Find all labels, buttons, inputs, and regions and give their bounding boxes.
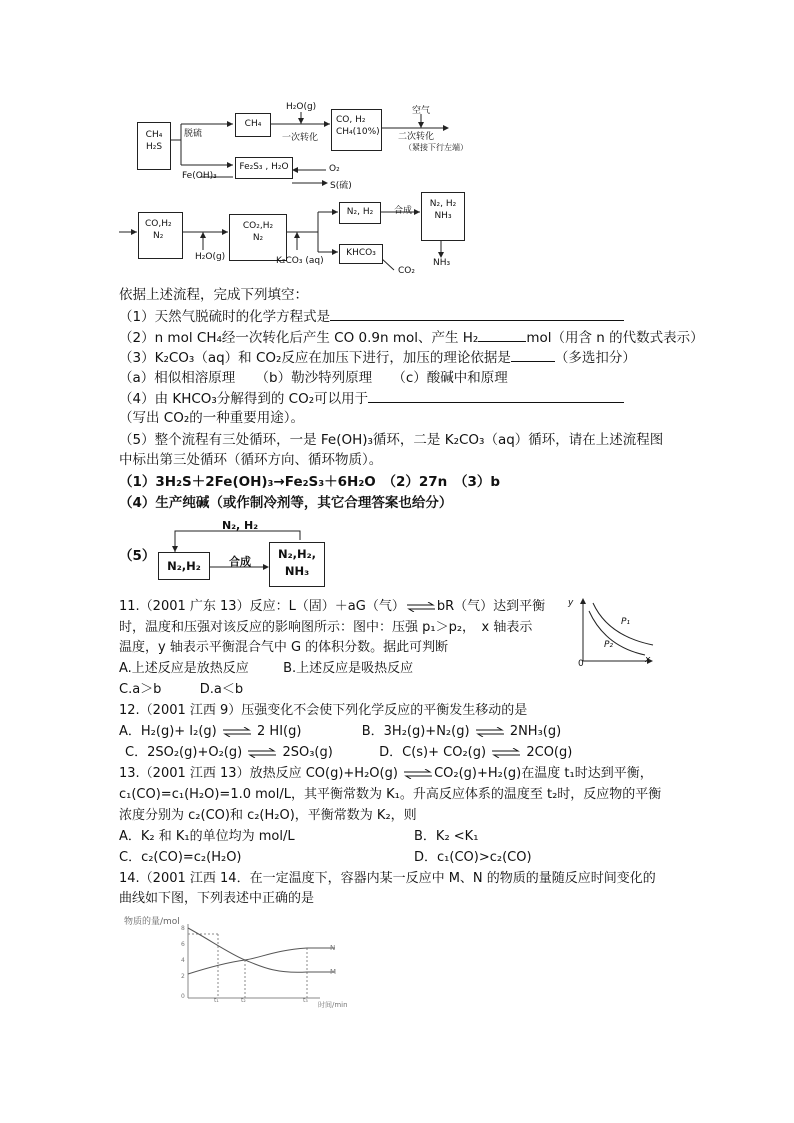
box-co-h2-n2-line2: N₂	[153, 231, 164, 241]
label-continue-note: （紧接下行左端）	[404, 143, 468, 152]
q13-text-a: 13.（2001 江西 13）放热反应 CO(g)+H₂O(g)	[119, 766, 398, 781]
label-synthesis: 合成	[394, 206, 413, 216]
answer-4: （4）生产纯碱（或作制冷剂等，其它合理答案也给分）	[119, 495, 453, 511]
q13-text-b: c₁(CO)=c₁(H₂O)=1.0 mol/L，其平衡常数为 K₁。升高反应体系的温度至 t₂时，反应物的平衡	[119, 787, 662, 802]
q12-option-c: C．2SO₂(g)+O₂(g)	[125, 745, 243, 760]
q14-text-b: 曲线如下图，下列表述中正确的是	[119, 891, 315, 906]
q1-blank	[330, 306, 624, 321]
box-feed-h2s: H₂S	[145, 142, 163, 152]
label-feoh3: Fe(OH)₃	[182, 171, 217, 181]
q12-text: 12.（2001 江西 9）压强变化不会使下列化学反应的平衡发生移动的是	[119, 703, 528, 718]
q14-graph-y-label: 物质的量/mol	[124, 917, 180, 927]
q11-text-a: 11.（2001 广东 13）反应：L（固）＋aG（气）	[119, 599, 405, 614]
q14-ytick-6: 6	[181, 941, 185, 948]
q11-option-d: D.a＜b	[199, 682, 244, 697]
box-co-h2-n2	[138, 212, 183, 259]
label-co2: CO₂	[398, 266, 415, 276]
q14-xtick-t1: t₁	[214, 997, 219, 1004]
q5-text-b: 中标出第三处循环（循环方向、循环物质）。	[119, 452, 383, 468]
q2-line	[119, 327, 704, 348]
box-n2-h2-nh3-line1: N₂, H₂	[429, 199, 457, 209]
q11-line-a	[119, 597, 545, 617]
equilibrium-arrow-icon	[402, 769, 434, 779]
q11-options-cd	[119, 680, 243, 700]
equilibrium-arrow-icon	[221, 727, 253, 737]
q12-option-d: D．C(s)+ CO₂(g)	[379, 745, 487, 760]
q14-ytick-4: 4	[181, 957, 185, 964]
q11-graph-p1: P₁	[621, 617, 631, 627]
label-sulfur: S(硫)	[330, 181, 352, 191]
q13-text-c: 浓度分别为 c₂(CO)和 c₂(H₂O)，平衡常数为 K₂，则	[119, 808, 417, 823]
label-nh3-output: NH₃	[433, 258, 451, 268]
answer-5-right-line1: N₂,H₂,	[277, 547, 317, 561]
q11-option-b: B.上述反应是吸热反应	[283, 661, 414, 676]
box-co-h2-n2-line1: CO,H₂	[145, 219, 172, 229]
box-n2-h2: N₂, H₂	[339, 202, 381, 224]
q11-text-b: 时，温度和压强对该反应的影响图所示：图中：压强 p₁＞p₂， x 轴表示	[119, 620, 533, 635]
answer-5-right-box	[269, 542, 325, 587]
q14-line-n-label: N	[330, 944, 336, 952]
q2-blank	[478, 327, 526, 342]
box-co-h2-line1: CO, H₂	[336, 115, 366, 125]
q3-text-a: （3）K₂CO₃（aq）和 CO₂反应在加压下进行，加压的理论依据是	[119, 350, 511, 366]
q11-graph-x-label: x	[645, 655, 651, 665]
answer-5-synthesis-label: 合成	[229, 555, 251, 568]
q11-options-ab	[119, 659, 413, 679]
q4-text-b: （写出 CO₂的一种重要用途）。	[119, 410, 305, 426]
answer-5-label: （5）	[119, 548, 156, 564]
answer-5-left-box: N₂,H₂	[158, 552, 210, 580]
box-co2-h2-n2	[229, 214, 287, 261]
box-khco3: KHCO₃	[339, 244, 383, 264]
q14-ytick-8: 8	[181, 925, 185, 932]
q11-text-a2: bR（气）达到平衡	[436, 599, 546, 614]
equilibrium-arrow-icon	[246, 748, 278, 758]
q13-option-d: D．c₁(CO)>c₂(CO)	[414, 850, 532, 865]
q13-text-a2: CO₂(g)+H₂(g)在温度 t₁时达到平衡，	[434, 766, 653, 781]
q1-line	[119, 306, 624, 327]
q13-option-a: A．K₂ 和 K₁的单位均为 mol/L	[119, 829, 295, 844]
q3-options: （a）相似相溶原理 （b）勒沙特列原理 （c）酸碱中和原理	[119, 370, 508, 386]
q12-options-ab	[119, 722, 561, 742]
q1-text: （1）天然气脱硫时的化学方程式是	[119, 309, 331, 325]
q5-text-a: （5）整个流程有三处循环，一是 Fe(OH)₃循环，二是 K₂CO₃（aq）循环，请在上述流程图	[119, 432, 664, 448]
answer-5-right-line2: NH₃	[284, 564, 310, 578]
q14-graph-x-label: 时间/min	[318, 1001, 348, 1009]
q14-ytick-0: 0	[181, 993, 185, 1000]
q12-option-b-product: 2NH₃(g)	[509, 724, 562, 739]
q13-line-a	[119, 764, 653, 784]
answer-5-recycle-label: N₂, H₂	[222, 519, 259, 532]
q13-option-c: C．c₂(CO)=c₂(H₂O)	[119, 850, 242, 865]
q3-text-b: （多选扣分）	[554, 350, 636, 366]
label-secondary-conversion: 二次转化	[398, 132, 435, 142]
label-primary-conversion: 一次转化	[282, 133, 319, 143]
q14-text-a: 14.（2001 江西 14．在一定温度下，容器内某一反应中 M、N 的物质的量随反应时间变化的	[119, 871, 656, 886]
q11-option-c: C.a＞b	[119, 682, 162, 697]
q4-blank	[368, 388, 624, 403]
q4-text: （4）由 KHCO₃分解得到的 CO₂可以用于	[119, 391, 369, 407]
box-ch4: CH₄	[235, 113, 271, 137]
box-co-h2-line2: CH₄(10%)	[336, 127, 380, 137]
q2-text-a: （2）n mol CH₄经一次转化后产生 CO 0.9n mol、产生 H₂	[119, 330, 479, 346]
q14-xtick-t2: t₂	[241, 997, 246, 1004]
q14-line-m-label: M	[330, 968, 337, 976]
q12-option-d-product: 2CO(g)	[526, 745, 573, 760]
label-o2: O₂	[329, 164, 340, 174]
answer-1-3: （1）3H₂S＋2Fe(OH)₃→Fe₂S₃＋6H₂O （2）27n （3）b	[119, 474, 501, 490]
intro-text: 依据上述流程，完成下列填空：	[119, 287, 308, 303]
q4-line	[119, 388, 624, 409]
q3-blank	[511, 347, 555, 362]
q12-option-b: B．3H₂(g)+N₂(g)	[361, 724, 470, 739]
box-n2-h2-nh3	[421, 192, 465, 241]
q13-option-b: B．K₂ <K₁	[414, 829, 479, 844]
q3-line	[119, 347, 636, 368]
q14-graph-svg	[170, 922, 360, 1002]
box-n2-h2-nh3-line2: NH₃	[434, 211, 452, 221]
box-co2-h2-n2-line1: CO₂,H₂	[242, 221, 274, 231]
q11-graph-origin: 0	[578, 659, 584, 669]
equilibrium-arrow-icon	[405, 602, 437, 612]
box-co2-h2-n2-line2: N₂	[252, 233, 264, 243]
q12-option-c-product: 2SO₃(g)	[282, 745, 333, 760]
q11-graph-y-label: y	[568, 598, 574, 608]
q14-ytick-2: 2	[181, 973, 185, 980]
q2-text-b: mol（用含 n 的代数式表示）	[526, 330, 704, 346]
q12-option-a: A．H₂(g)+ I₂(g)	[119, 724, 217, 739]
box-feed-ch4: CH₄	[145, 130, 163, 140]
label-h2o-gas-2: H₂O(g)	[195, 252, 226, 262]
q14-xtick-t3: t₃	[303, 997, 308, 1004]
q12-option-a-product: 2 HI(g)	[257, 724, 302, 739]
q12-options-cd	[125, 743, 572, 763]
label-air: 空气	[412, 106, 431, 116]
label-desulf: 脱硫	[184, 129, 203, 139]
label-k2co3: K₂CO₃ (aq)	[276, 256, 324, 266]
equilibrium-arrow-icon	[474, 727, 506, 737]
equilibrium-arrow-icon	[490, 748, 522, 758]
q11-graph-p2: P₂	[604, 640, 614, 650]
q11-text-c: 温度，y 轴表示平衡混合气中 G 的体积分数。据此可判断	[119, 640, 449, 655]
flow-arrows-2	[0, 0, 794, 300]
box-fe2s3-h2o: Fe₂S₃ , H₂O	[235, 157, 293, 179]
q11-option-a: A.上述反应是放热反应	[119, 661, 249, 676]
label-h2o-gas: H₂O(g)	[286, 102, 317, 112]
